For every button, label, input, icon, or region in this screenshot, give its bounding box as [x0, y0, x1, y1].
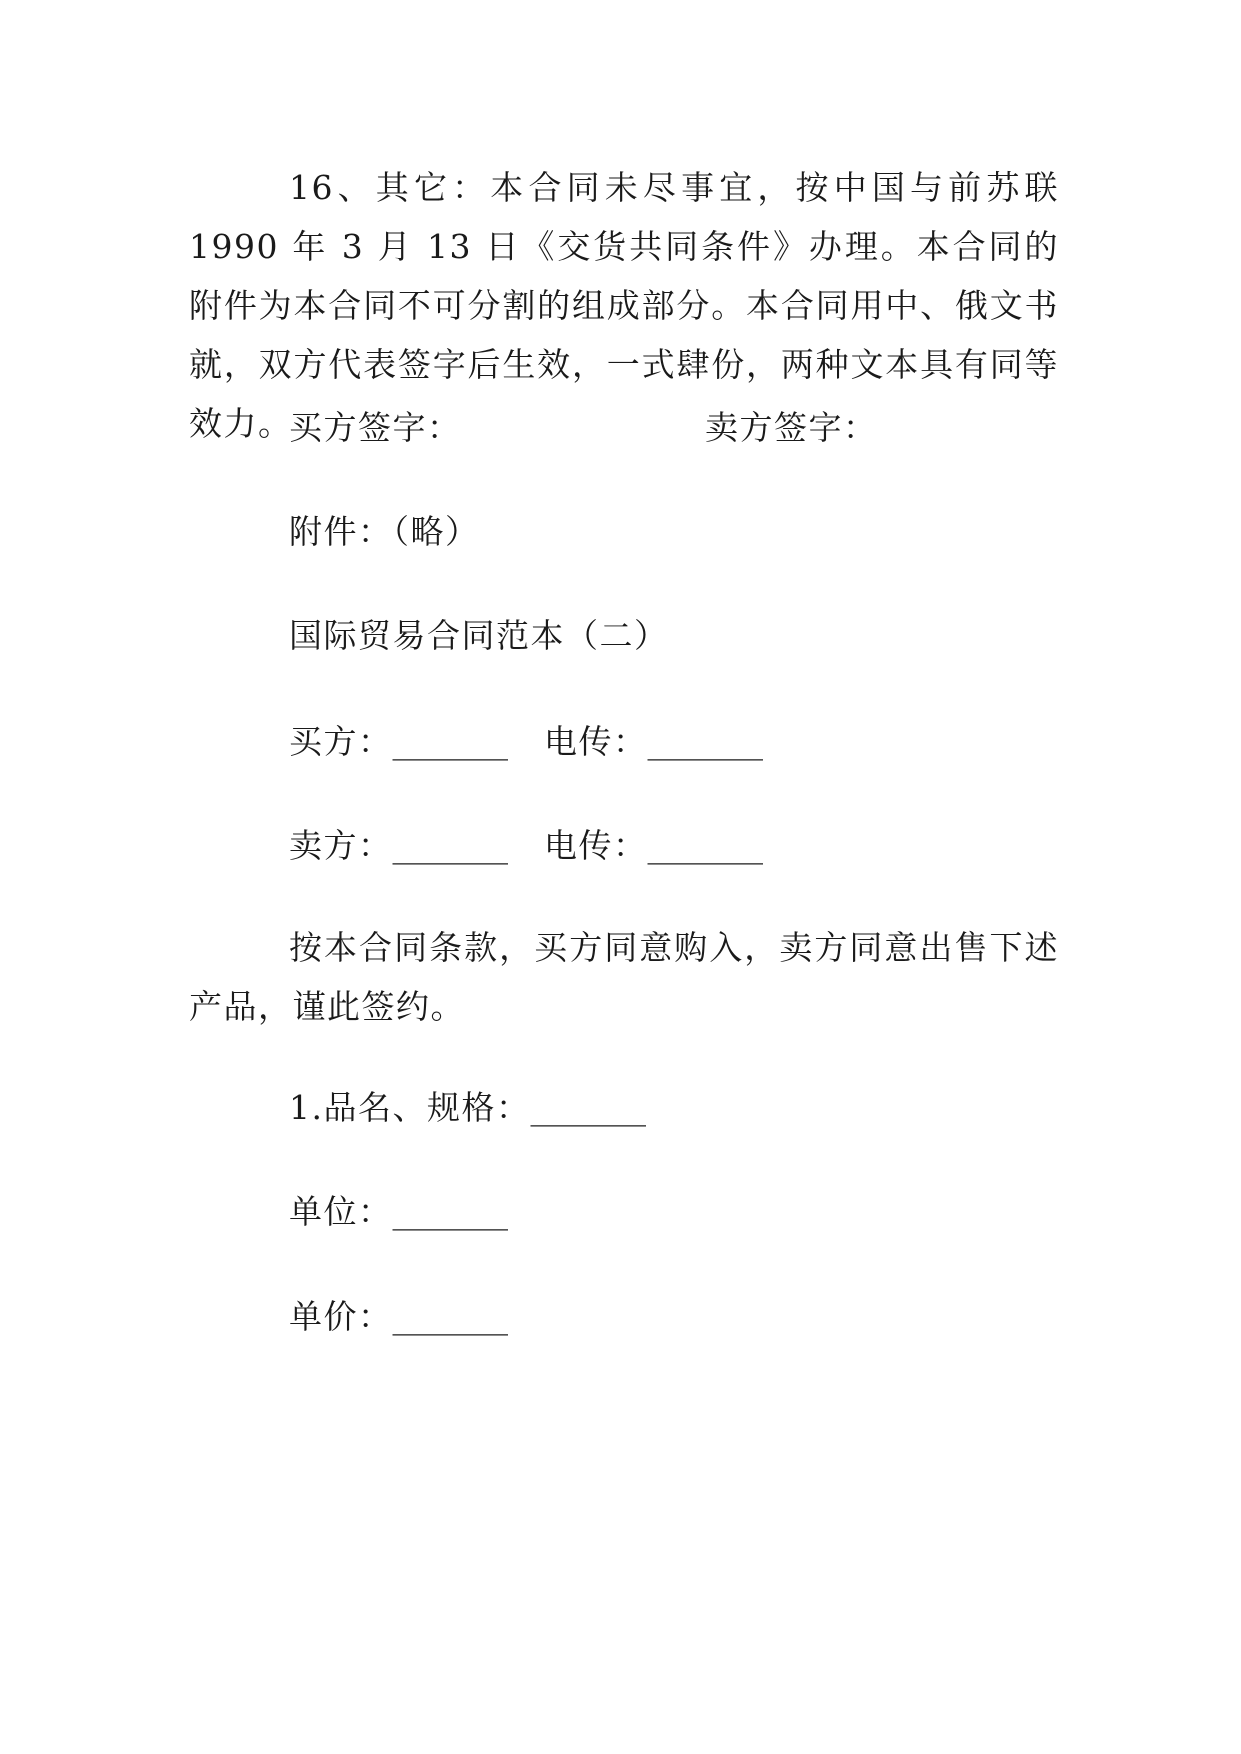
seller-signature-label: 卖方签字：: [705, 408, 878, 447]
seller-telex-blank: _______: [647, 826, 763, 865]
item-name-spec-label: 1.品名、规格：: [289, 1088, 531, 1127]
item-name-spec-blank: _______: [530, 1088, 646, 1127]
buyer-telex-label: 电传：: [544, 722, 648, 761]
clause-16-paragraph: 16、其它：本合同未尽事宜，按中国与前苏联 1990 年 3 月 13 日《交货共同条件》办理。本合同的附件为本合同不可分割的组成部分。本合同用中、俄文书就，双方代表签字后生效，一式肆份，两种文本具有同等效力。: [189, 168, 1059, 443]
item-name-spec-line: [289, 1088, 646, 1128]
contract-title: 国际贸易合同范本（二）: [289, 616, 669, 655]
seller-label: 卖方：: [289, 826, 393, 865]
buyer-label: 买方：: [289, 722, 393, 761]
item-unit-line: [289, 1192, 508, 1232]
item-unit-price-label: 单价：: [289, 1297, 393, 1336]
seller-telex-label: 电传：: [544, 826, 648, 865]
item-unit-price-blank: _______: [392, 1297, 508, 1336]
intro-paragraph: 按本合同条款，买方同意购入，卖方同意出售下述产品，谨此签约。: [189, 928, 1059, 1026]
buyer-blank: _______: [392, 722, 508, 761]
attachment-line: 附件：（略）: [289, 512, 480, 551]
item-unit-blank: _______: [392, 1192, 508, 1231]
buyer-telex-blank: _______: [647, 722, 763, 761]
item-unit-label: 单位：: [289, 1192, 393, 1231]
seller-line: [289, 826, 763, 866]
item-unit-price-line: [289, 1297, 508, 1337]
buyer-signature-label: 买方签字：: [289, 408, 462, 447]
seller-blank: _______: [392, 826, 508, 865]
buyer-line: [289, 722, 763, 762]
